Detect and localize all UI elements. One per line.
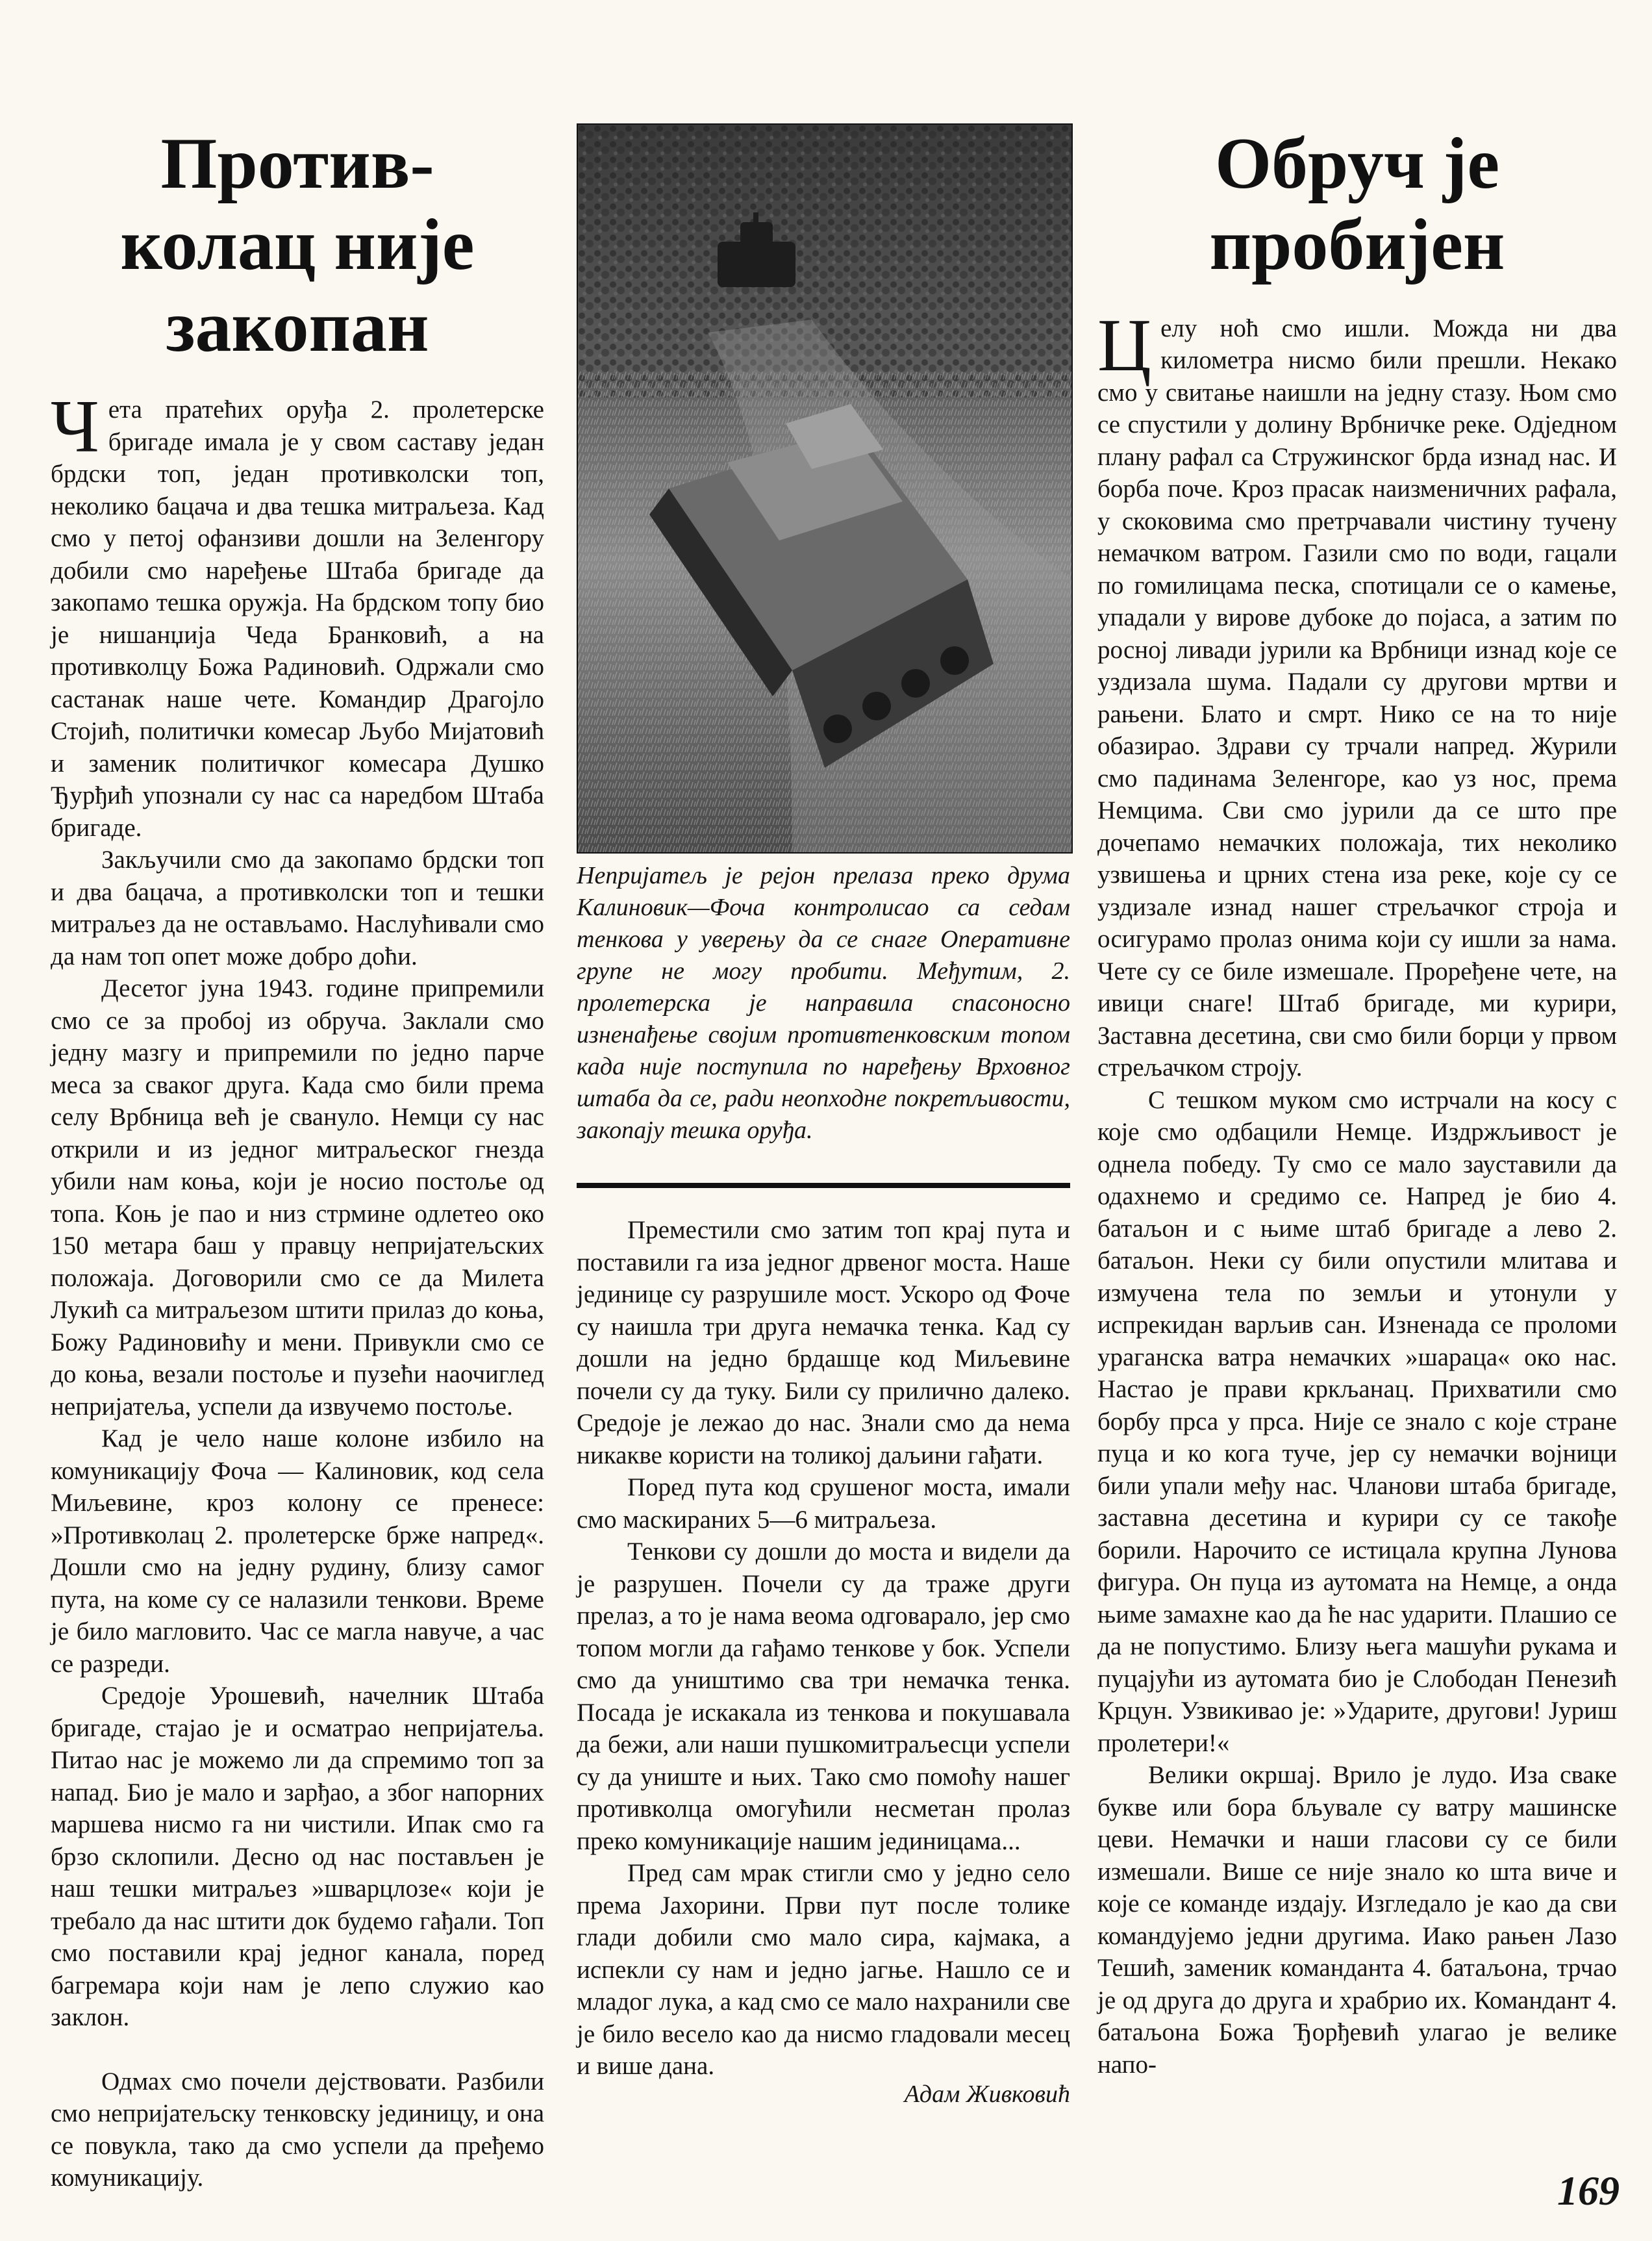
tank-photo-graphic bbox=[578, 125, 1071, 852]
paragraph: Поред пута код срушеног моста, имали смо маскираних 5—6 митраљеза. bbox=[577, 1473, 1070, 1534]
author-signature: Адам Живковић bbox=[904, 2080, 1070, 2108]
paragraph: Закључили смо да закопамо брдски топ и два бацача, а противколски топ и тешки митраљез да не остављамо. Наслућивали смо да нам топ опет може добро доћи. bbox=[51, 846, 544, 970]
right-article-body bbox=[1097, 303, 1617, 2081]
photo-caption: Непријатељ је рејон прелаза преко друма Калиновик—Фоча контролисао са седам тенкова у уверењу да се снаге Оперативне групе не могу пробити. Међутим, 2. пролетерска је направила спасоносно изненађење својим противтенковским топом када није поступила по наређењу Врховног штаба да се, ради неопходне покретљивости, закопају тешка оруђа. bbox=[577, 862, 1070, 1144]
paragraph: Десетог јуна 1943. године припремили смо се за пробој из обруча. Заклали смо једну мазгу и припремили по једно парче меса за сваког друга. Када смо били према селу Врбница већ је свануло. Немци су нас открили и из једног митраљеског гнезда убили нам коња, који је носио постоље од топа. Коњ је пао и низ стрмине одлетео око 150 метара баш у правцу непријатељских положаја. Договорили смо се да Милета Лукић са митраљезом штити прилаз до коња, Божу Радиновићу и мени. Привукли смо се до коња, везали постоље и пузећи наочиглед непријатеља, успели да извучемо постоље. bbox=[51, 974, 544, 1421]
tank-photo bbox=[577, 123, 1073, 854]
middle-article-body bbox=[577, 1214, 1070, 2083]
article-title-right: Обруч је пробијен bbox=[1209, 123, 1505, 286]
drop-cap-right: Ц bbox=[1097, 303, 1152, 386]
left-first-paragraph: Чета пратећих оруђа 2. пролетерске бригаде имала је у свом саставу један брдски топ, један противколски топ, неколико бацача и два тешка митраљеза. Кад смо у петој офанзиви дошли на Зеленгору добили смо наређење Штаба бригаде да закопамо тешка оружја. На брдском топу био је нишанџија Чеда Бранковић, а на противколцу Божа Радиновић. Одржали смо састанак наше чете. Командир Драгојло Стојић, политички комесар Љубо Мијатовић и заменик политичког комесара Душко Ђурђић упознали су нас са наредбом Штаба бригаде. bbox=[51, 385, 544, 842]
left-column bbox=[51, 97, 544, 2194]
paragraph: Одмах смо почели дејствовати. Разбили смо непријатељску тенковску јединицу, и она се повукла, тако да смо успели да пређемо комуникацију. bbox=[51, 2067, 544, 2192]
right-column bbox=[1097, 97, 1617, 2081]
section-divider bbox=[577, 1183, 1070, 1188]
middle-column bbox=[577, 123, 1070, 2108]
article-title-left: Против- колац није закопан bbox=[120, 123, 475, 367]
paragraph: Велики окршај. Врило је лудо. Иза сваке букве или бора бљувале су ватру машинске цеви. Немачки и наши гласови су се били измешали. Више се није знало ко шта виче и које се команде издају. Изгледало је као да сви командујемо једни другима. Иако рањен Лазо Тешић, заменик команданта 4. батаљона, трчао је од друга до друга и храбрио их. Командант 4. батаљона Божа Ђорђевић улагао је велике напо- bbox=[1097, 1761, 1617, 2079]
paragraph: Преместили смо затим топ крај пута и поставили га иза једног дрвеног моста. Наше јединице су разрушиле мост. Ускоро од Фоче су наишла три друга немачка тенка. Кад су дошли на једно брдашце код Миљевине почели су да туку. Били су прилично далеко. Средоје је лежао до нас. Знали смо да нема никакве користи на толикој даљини гађати. bbox=[577, 1216, 1070, 1469]
page-number: 169 bbox=[1557, 2168, 1620, 2214]
right-first-paragraph: Целу ноћ смо ишли. Можда ни два километра нисмо били прешли. Некако смо у свитање наишли на једну стазу. Њом смо се спустили у долину Врбничке реке. Одједном плану рафал са Стружинског брда изнад нас. И борба поче. Кроз прасак наизменичних рафала, у скоковима смо претрчавали чистину тучену немачком ватром. Газили смо по води, гацали по гомилицама песка, спотицали се о камење, упадали у вирове дубоке до појаса, а затим по росној ливади јурили ка Врбници изнад које се уздизала шума. Падали су другови мртви и рањени. Блато и смрт. Нико се на то није обазирао. Здрави су трчали напред. Журили смо падинама Зеленгоре, као уз нос, према Немцима. Сви смо јурили да се што пре дочепамо немачких положаја, тих неколико узвишења и црних стена иза реке, које су се уздизале изнад нашег стрељачког строја и осигурамо пролаз онима који су ишли за нама. Чете су се биле измешале. Проређене чете, на ивици снаге! Штаб бригаде, ми курири, Заставна десетина, сви смо били борци у првом стрељачком строју. bbox=[1097, 303, 1617, 1082]
left-article-body bbox=[51, 385, 544, 2194]
drop-cap-left: Ч bbox=[51, 385, 99, 468]
paragraph: Кад је чело наше колоне избило на комуникацију Фоча — Калиновик, код села Миљевине, кроз колону се пренесе: »Противколац 2. пролетерске брже напред«. Дошли смо на једну рудину, близу самог пута, на коме су се налазили тенкови. Време је било магловито. Час се магла навуче, а час се разреди. bbox=[51, 1424, 544, 1678]
paragraph: Тенкови су дошли до моста и видели да је разрушен. Почели су да траже други прелаз, а то је нама веома одговарало, јер смо топом могли да гађамо тенкове у бок. Успели смо да уништимо сва три немачка тенка. Посада је искакала из тенкова и покушавала да бежи, али наши пушкомитраљесци успели су да униште и њих. Тако смо помоћу нашег противколца омогућили несметан пролаз преко комуникације нашим јединицама... bbox=[577, 1538, 1070, 1855]
paragraph: Пред сам мрак стигли смо у једно село према Јахорини. Први пут после толике глади добили смо мало сира, кајмака, а испекли су нам и једно јагње. Нашло се и младог лука, а кад смо се мало нахранили све је било весело као да нисмо гладовали месец и више дана. bbox=[577, 1859, 1070, 2080]
paragraph: С тешком муком смо истрчали на косу с које смо одбацили Немце. Издржљивост је однела победу. Ту смо се мало зауставили да одахнемо и средимо се. Напред је био 4. батаљон и с њиме штаб бригаде а лево 2. батаљон. Неки су били опустили млитава и измучена тела по земљи и утонули у испрекидан варљив сан. Изненада се проломи ураганска ватра немачких »шараца« око нас. Настао је прави кркљанац. Прихватили смо борбу прса у прса. Није се знало с које стране пуца и ко кога туче, јер су немачки војници били упали међу нас. Чланови штаба бригаде, заставна десетина и курири су се такође борили. Нарочито се истицала крупна Лунова фигура. Он пуца из аутомата на Немце, а онда њиме замахне као да ће нас ударити. Плашио се да не попустимо. Близу њега машући рукама и пуцајући из аутомата био је Слободан Пенезић Крцун. Узвикивао је: »Ударите, другови! Јуриш пролетери!« bbox=[1097, 1085, 1617, 1757]
paragraph: Средоје Урошевић, начелник Штаба бригаде, стајао је и осматрао непријатеља. Питао нас је можемо ли да спремимо топ за напад. Био је мало и зарђао, а због напорних маршева нисмо га ни чистили. Ипак смо га брзо склопили. Десно од нас постављен је наш тешки митраљез »шварцлозе« који је требало да нас штити док будемо гађали. Топ смо поставили крај једног канала, поред багремара који нам је лепо служио као заклон. bbox=[51, 1682, 544, 2032]
